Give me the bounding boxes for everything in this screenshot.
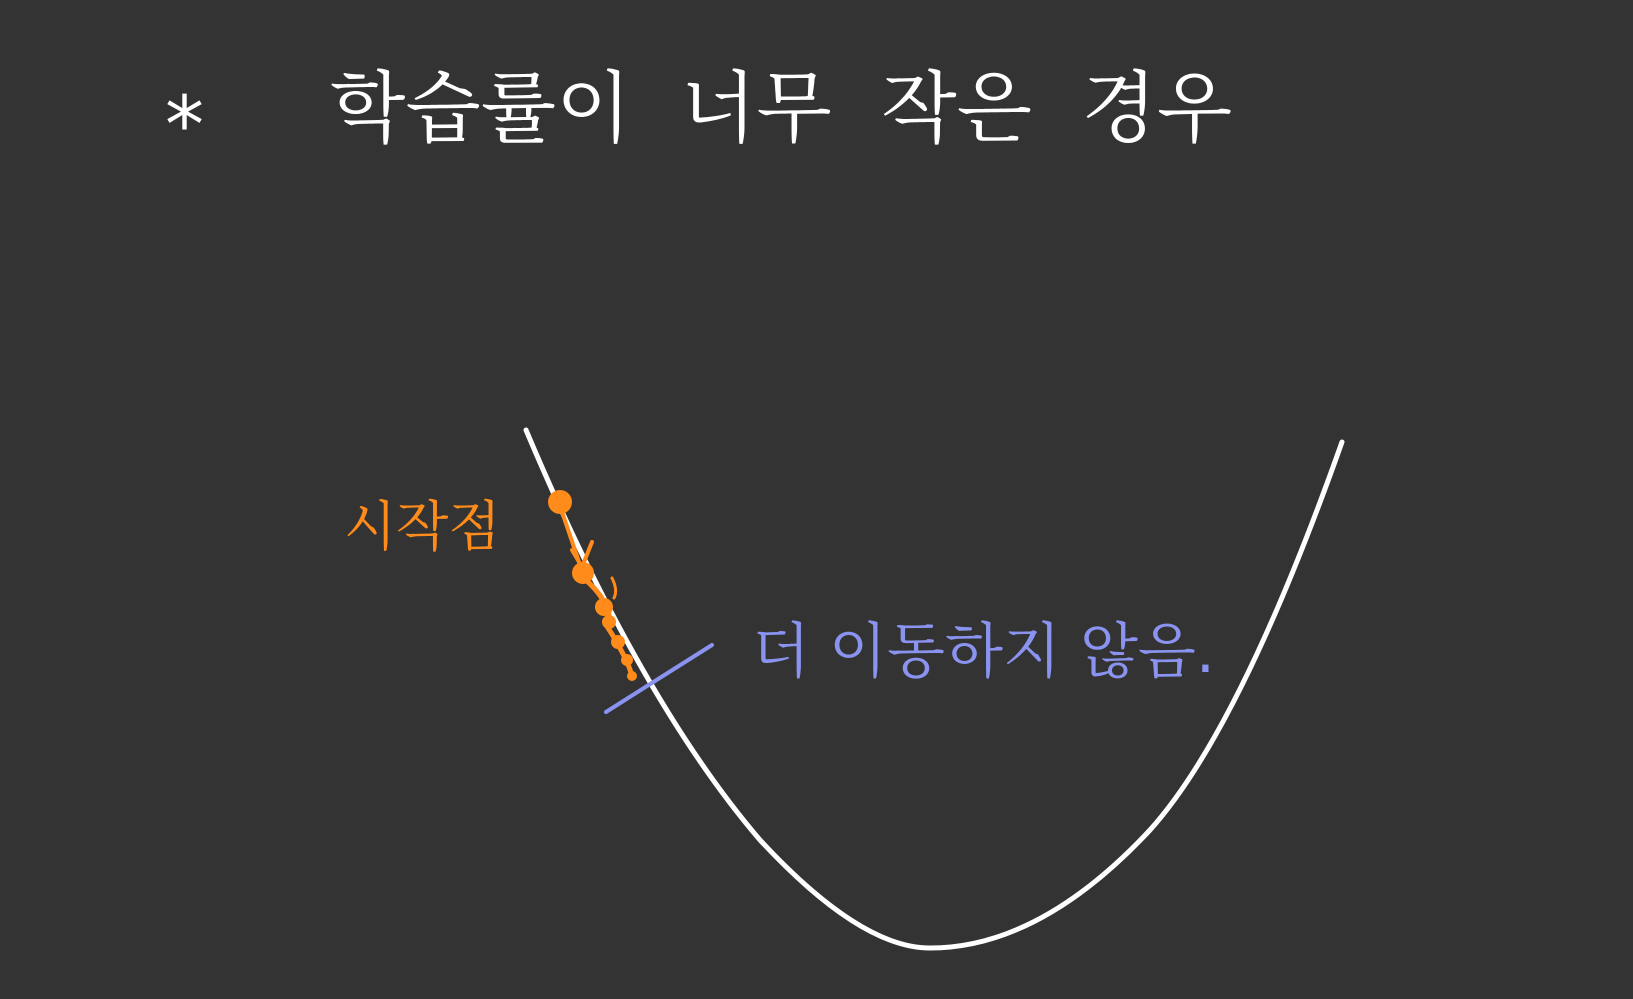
step-point (627, 671, 637, 681)
stopped-note: 더 이동하지 않음. (752, 617, 1215, 687)
start-point-marker (548, 490, 572, 514)
loss-curve (526, 430, 1342, 948)
start-point-label: 시작점 (344, 495, 501, 558)
title-bullet: * (165, 81, 204, 171)
step-point (611, 635, 625, 649)
step-small-arrow (612, 578, 616, 598)
step-point (602, 615, 616, 629)
step-point (595, 598, 613, 616)
title-text: 학습률이 너무 작은 경우 (330, 64, 1233, 154)
step-point (572, 562, 594, 584)
step-point (621, 654, 633, 666)
